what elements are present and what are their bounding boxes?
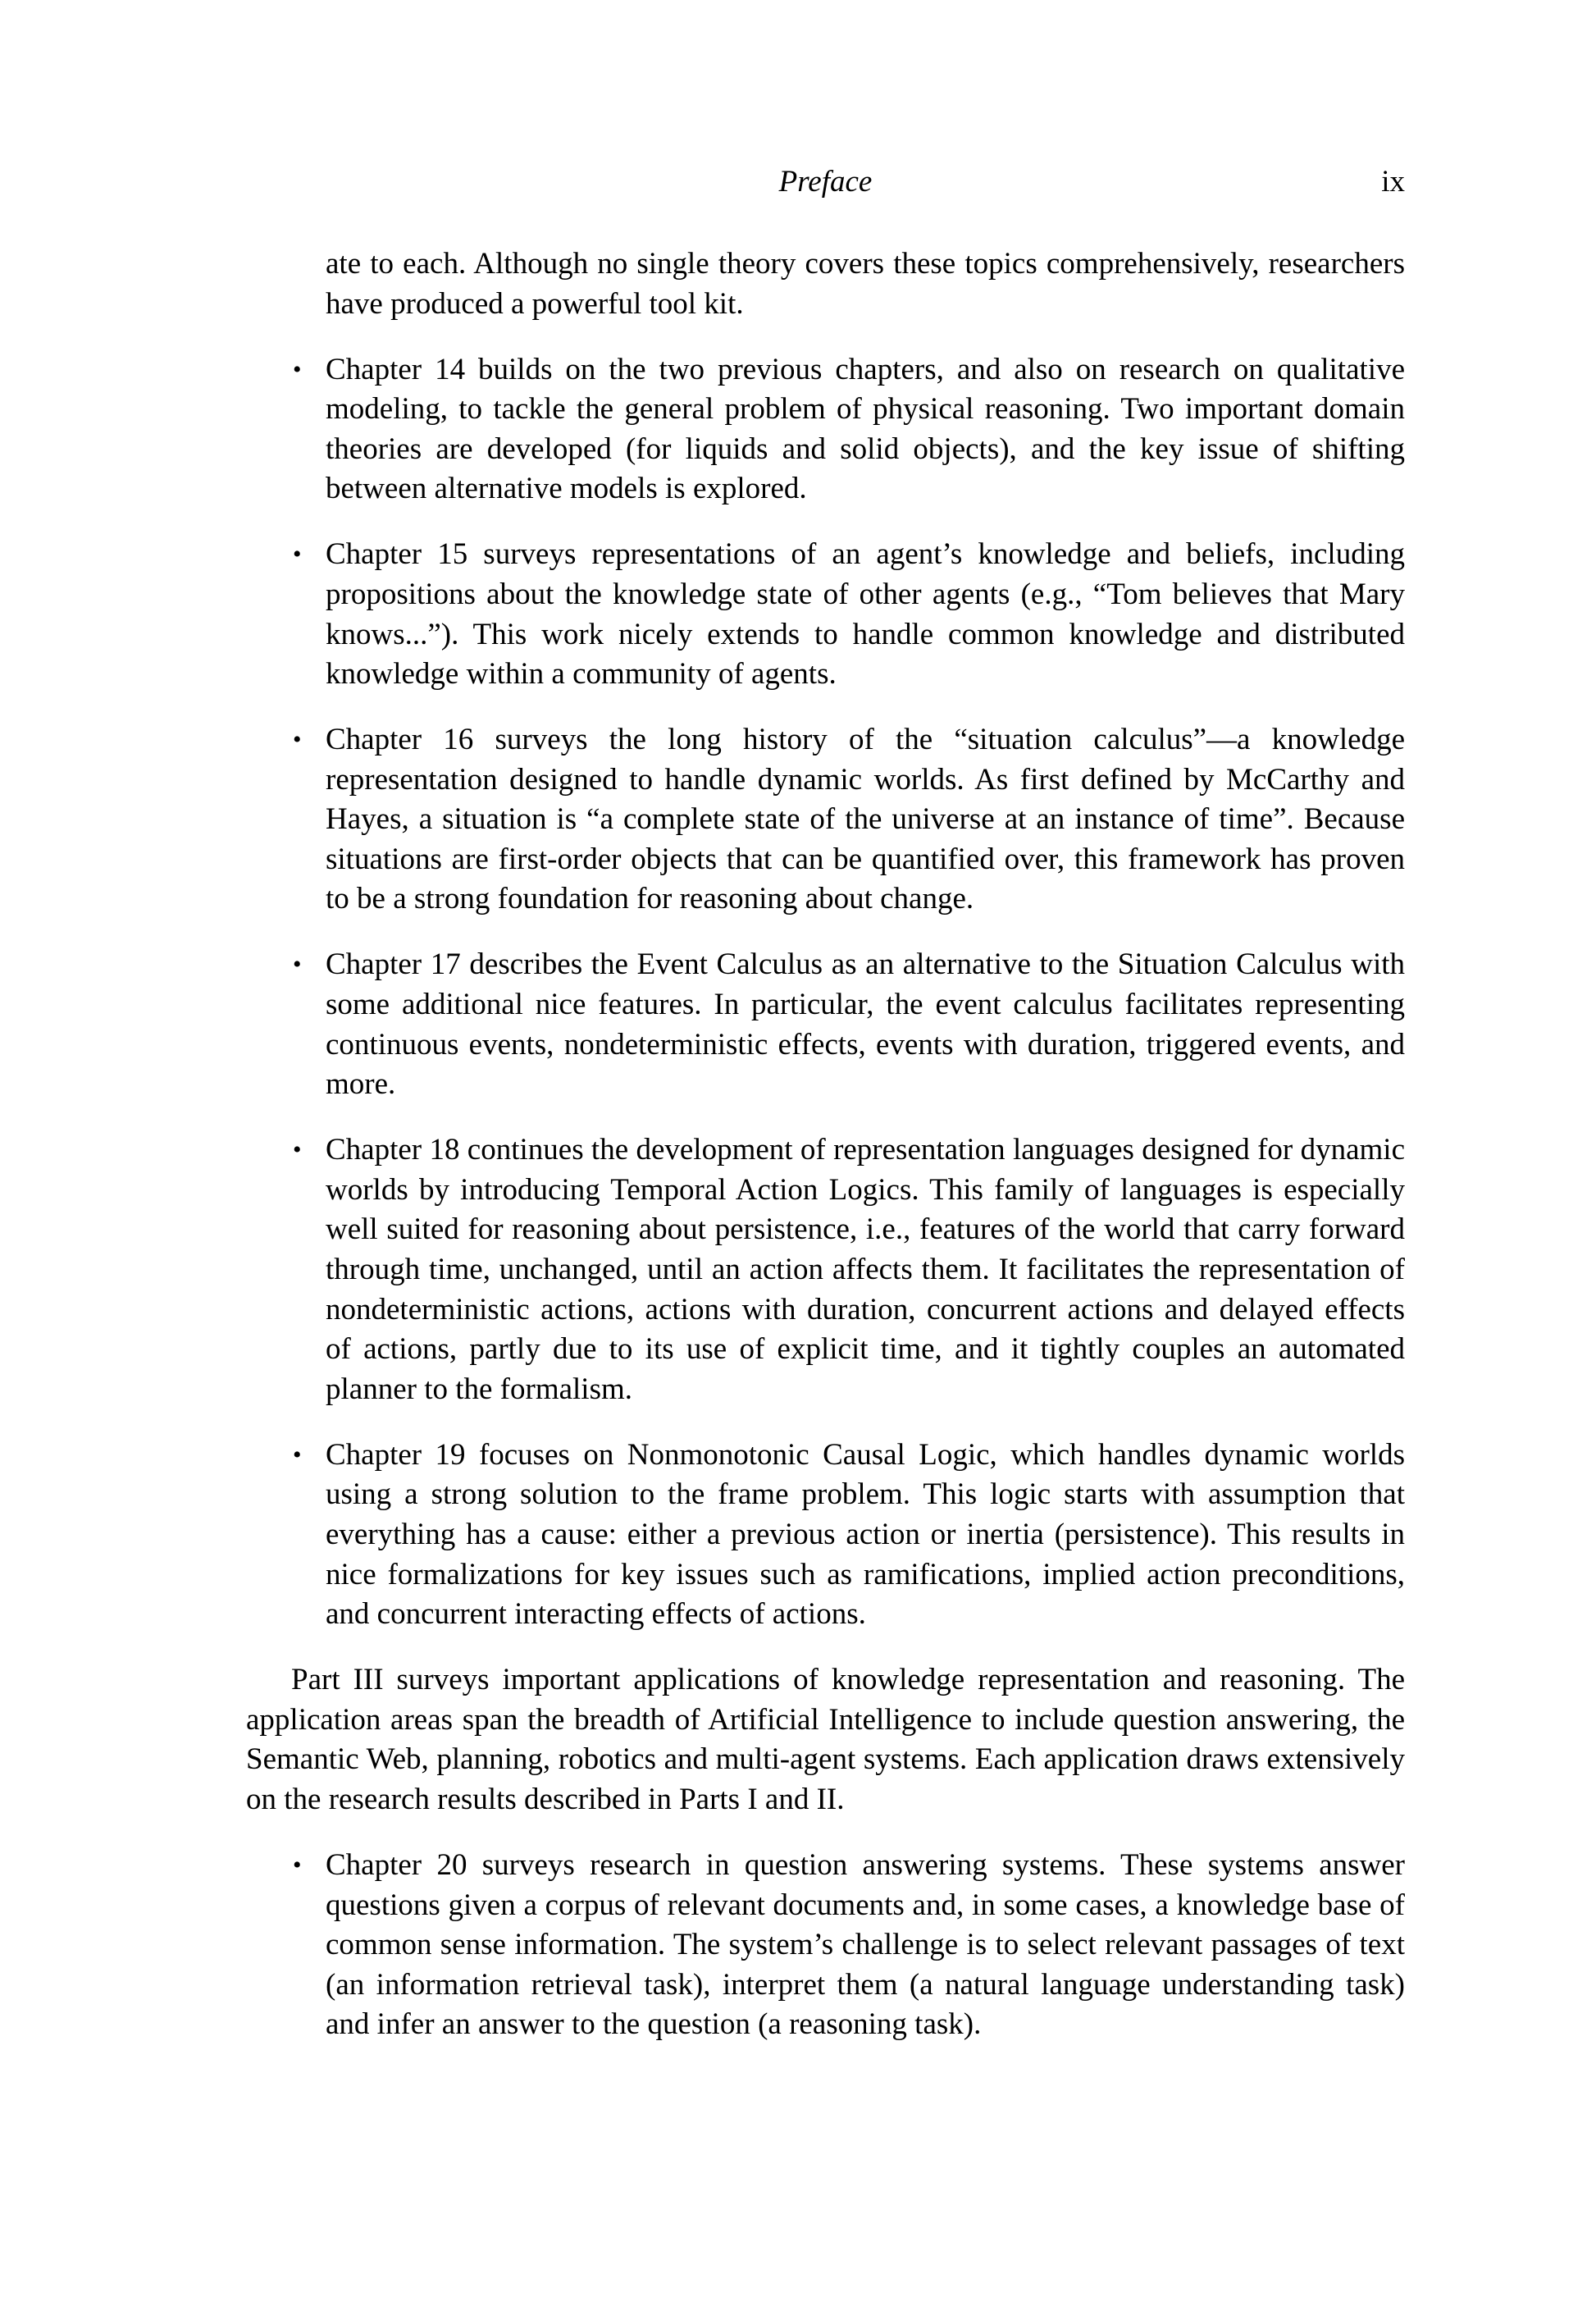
chapter-list-part2: [246, 350, 1405, 1635]
bullet-icon: •: [293, 951, 302, 979]
list-item-chapter-14: [293, 350, 1405, 509]
list-item-chapter-16: [293, 720, 1405, 920]
bullet-icon: •: [293, 541, 302, 568]
list-item-text: Chapter 20 surveys research in question answering systems. These systems answer questions given a corpus of relevant documents and, in some cases, a knowledge base of common sense information. The system’s challenge is to select relevant passages of text (an information retrieval task), interpret them (a natural language understanding task) and infer an answer to the question (a reasoning task).: [326, 1847, 1405, 2042]
list-item-text: Chapter 14 builds on the two previous chapters, and also on research on qualitative modeling, to tackle the general problem of physical reasoning. Two important domain theories are developed (for liquids and solid objects), and the key issue of shifting between alternative models is explored.: [326, 352, 1405, 506]
list-item-text: Chapter 18 continues the development of representation languages designed for dynamic worlds by introducing Temporal Action Logics. This family of languages is especially well suited for reasoning about persistence, i.e., features of the world that carry forward through time, unchanged, until an action affects them. It facilitates the representation of nondeterministic actions, actions with duration, concurrent actions and delayed effects of actions, partly due to its use of explicit time, and it tightly couples an automated planner to the formalism.: [326, 1133, 1405, 1406]
bullet-icon: •: [293, 726, 302, 754]
page-body: [246, 244, 1405, 2071]
bullet-icon: •: [293, 1136, 302, 1164]
chapter-list-part3: [246, 1846, 1405, 2045]
list-item-chapter-20: [293, 1846, 1405, 2045]
bullet-icon: •: [293, 355, 302, 383]
list-item-chapter-15: [293, 535, 1405, 694]
bullet-icon: •: [293, 1441, 302, 1468]
list-item-chapter-17: [293, 945, 1405, 1104]
part3-intro-paragraph: Part III surveys important applications of knowledge representation and reasoning. The application areas span the breadth of Artificial Intelligence to include question answering, the Semantic Web, planning, robotics and multi-agent systems. Each application draws extensively on the research results described in Parts I and II.: [246, 1663, 1405, 1816]
list-item-chapter-19: [293, 1436, 1405, 1635]
list-item-text: Chapter 15 surveys representations of an agent’s knowledge and beliefs, including propositions about the knowledge state of other agents (e.g., “Tom believes that Mary knows...”). This work nicely extends to handle common knowledge and distributed knowledge within a community of agents.: [326, 537, 1405, 692]
running-title: Preface: [778, 165, 873, 199]
continuation-text: ate to each. Although no single theory covers these topics comprehensively, researchers have produced a powerful tool kit.: [326, 247, 1405, 321]
page-number: ix: [1381, 165, 1405, 199]
list-item-text: Chapter 19 focuses on Nonmonotonic Causal Logic, which handles dynamic worlds using a strong solution to the frame problem. This logic starts with assumption that everything has a cause: either a previous action or inertia (persistence). This results in nice formalizations for key issues such as ramifications, implied action preconditions, and concurrent interacting effects of actions.: [326, 1437, 1405, 1632]
list-item-chapter-18: [293, 1130, 1405, 1409]
list-item-text: Chapter 16 surveys the long history of the “situation calculus”—a knowledge representation designed to handle dynamic worlds. As first defined by McCarthy and Hayes, a situation is “a complete state of the universe at an instance of time”. Because situations are first-order objects that can be quantified over, this framework has proven to be a strong foundation for reasoning about change.: [326, 723, 1405, 916]
page-header: [246, 162, 1405, 203]
list-item-text: Chapter 17 describes the Event Calculus as an alternative to the Situation Calculus with some additional nice features. In particular, the event calculus facilitates representing continuous events, nondeterministic effects, events with duration, triggered events, and more.: [326, 947, 1405, 1102]
bullet-icon: •: [293, 1851, 302, 1879]
